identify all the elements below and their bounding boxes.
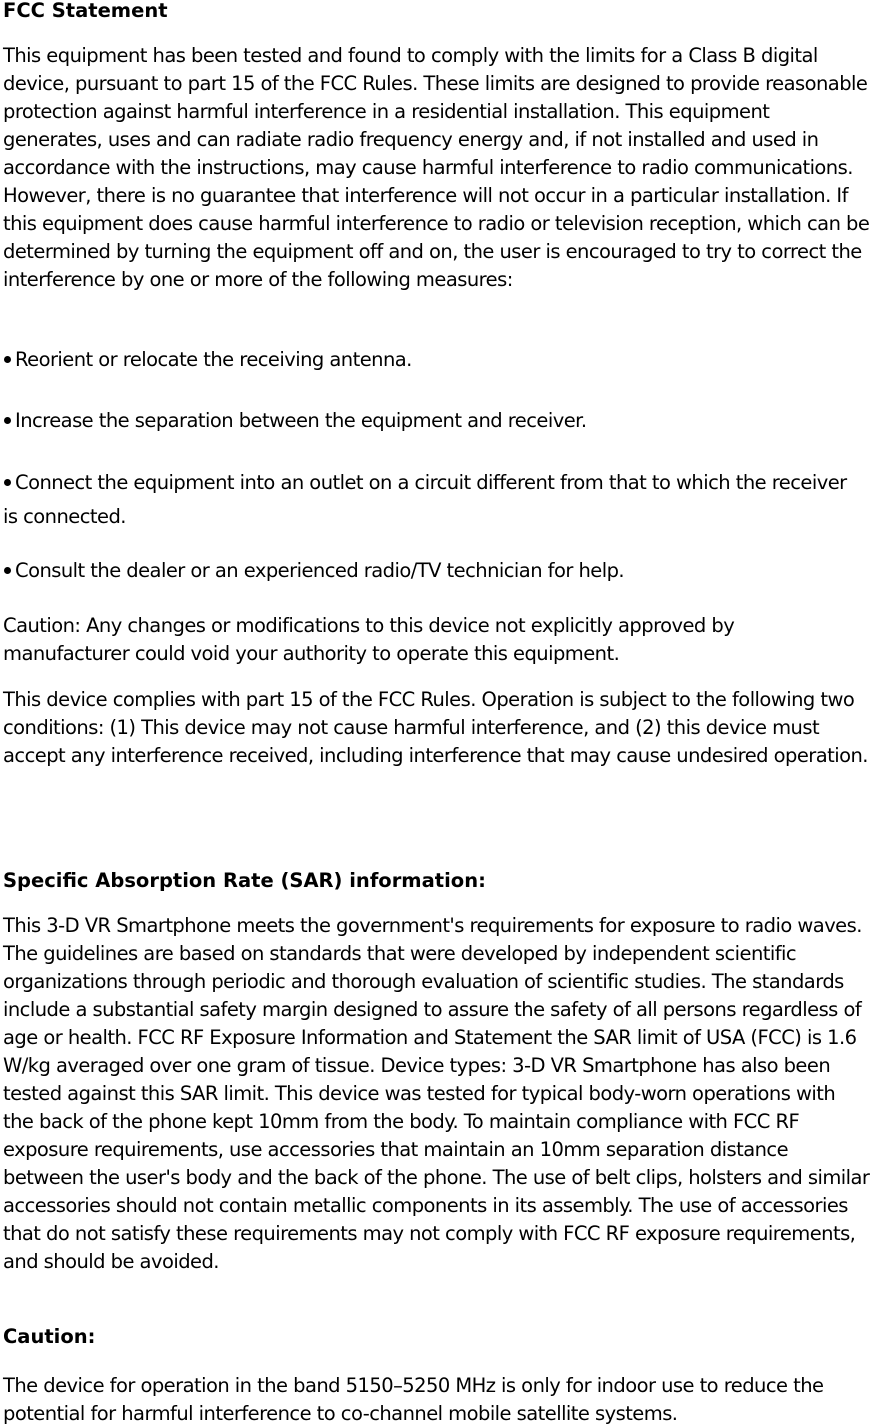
measure-text: Connect the equipment into an outlet on a circuit different from that to which the receiver is connected.: [3, 471, 847, 528]
fcc-statement-title: FCC Statement: [3, 0, 168, 22]
bullet-icon: [4, 567, 11, 574]
measure-item: [3, 554, 871, 588]
band-caution-paragraph: The device for operation in the band 5150–5250 MHz is only for indoor use to reduce the potential for harmful interference to co-channel mobile satellite systems.: [3, 1374, 824, 1425]
measure-item: [3, 466, 863, 534]
bullet-icon: [4, 479, 11, 486]
fcc-part15-paragraph: This device complies with part 15 of the FCC Rules. Operation is subject to the following two conditions: (1) This device may not cause harmful interference, and (2) this device must accept any interference received, including interference that may cause undesired operation.: [3, 688, 868, 767]
fcc-caution-paragraph: Caution: Any changes or modifications to this device not explicitly approved by manufacturer could void your authority to operate this equipment.: [3, 614, 735, 665]
sar-title: Specific Absorption Rate (SAR) information:: [3, 869, 486, 892]
measure-text: Consult the dealer or an experienced radio/TV technician for help.: [15, 559, 625, 582]
measure-item: [3, 404, 871, 438]
measure-text: Reorient or relocate the receiving antenna.: [15, 348, 412, 371]
band-caution-title: Caution:: [3, 1325, 96, 1348]
bullet-icon: [4, 417, 11, 424]
sar-paragraph: This 3-D VR Smartphone meets the government's requirements for exposure to radio waves. The guidelines are based on standards that were developed by independent scientific organizations through periodic and thorough evaluation of scientific studies. The standards include a substantial safety margin designed to assure the safety of all persons regardless of age or health. FCC RF Exposure Information and Statement the SAR limit of USA (FCC) is 1.6 W/kg averaged over one gram of tissue. Device types: 3-D VR Smartphone has also been tested against this SAR limit. This device was tested for typical body-worn operations with the back of the phone kept 10mm from the body. To maintain compliance with FCC RF exposure requirements, use accessories that maintain an 10mm separation distance between the user's body and the back of the phone. The use of belt clips, holsters and similar accessories should not contain metallic components in its assembly. The use of accessories that do not satisfy these requirements may not comply with FCC RF exposure requirements, and should be avoided.: [3, 914, 870, 1273]
bullet-icon: [4, 356, 11, 363]
measure-item: [3, 343, 871, 377]
fcc-intro-paragraph: This equipment has been tested and found to comply with the limits for a Class B digital device, pursuant to part 15 of the FCC Rules. These limits are designed to provide reasonable protection against harmful interference in a residential installation. This equipment generates, uses and can radiate radio frequency energy and, if not installed and used in accordance with the instructions, may cause harmful interference to radio communications. However, there is no guarantee that interference will not occur in a particular installation. If this equipment does cause harmful interference to radio or television reception, which can be determined by turning the equipment off and on, the user is encouraged to try to correct the interference by one or more of the following measures:: [3, 44, 870, 291]
measure-text: Increase the separation between the equipment and receiver.: [15, 409, 587, 432]
